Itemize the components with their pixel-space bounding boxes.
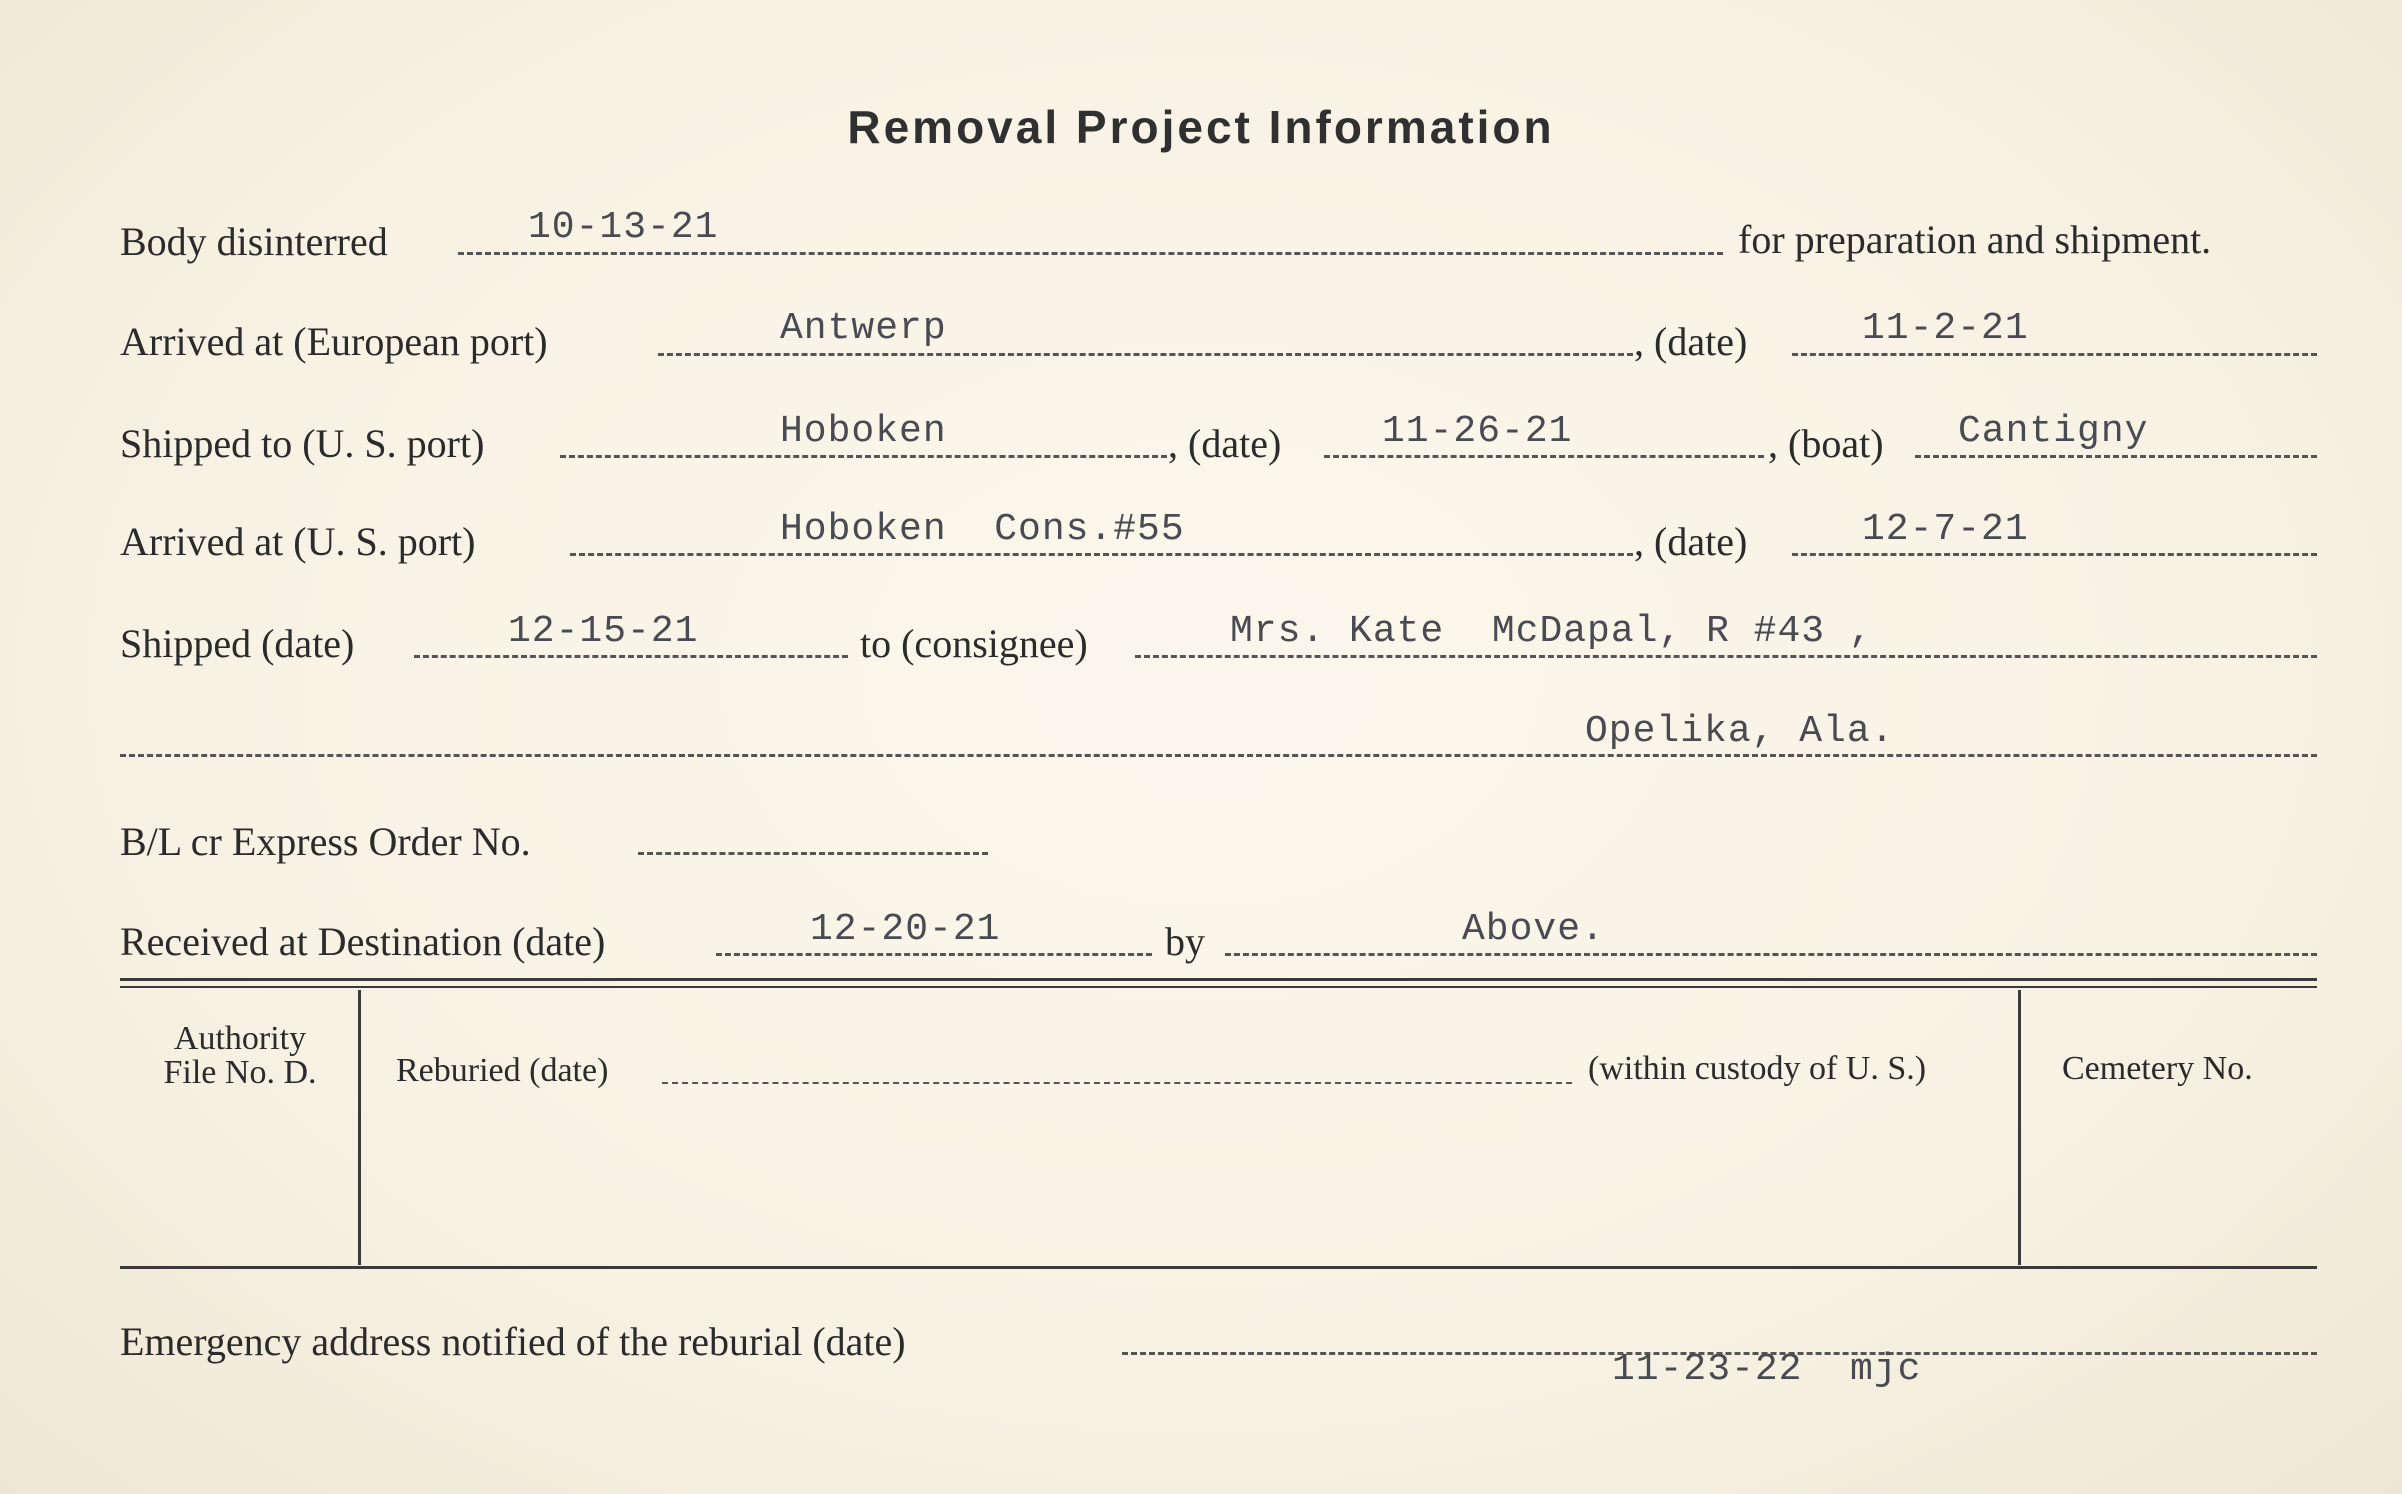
us-port-arrived-date-line (1792, 553, 2317, 556)
reburied-date-line (662, 1082, 1572, 1084)
authority-label: Authority (173, 1020, 307, 1057)
body-disinterred-line (458, 252, 1723, 255)
received-date-label: Received at Destination (date) (120, 919, 606, 964)
file-no-label: File No. D. (163, 1054, 317, 1091)
emergency-label: Emergency address notified of the reburial (date) (120, 1319, 906, 1364)
emergency-value: 11-23-22 mjc (1612, 1348, 1922, 1391)
boat-value: Cantigny (1958, 410, 2149, 453)
received-by-value: Above. (1462, 908, 1605, 951)
table-top-rule-inner (120, 986, 2317, 988)
us-port-arrived-date: 12-7-21 (1862, 508, 2029, 551)
us-port-arrived-line (570, 553, 1633, 556)
european-port-value: Antwerp (780, 307, 947, 350)
consignee-line (1135, 655, 2317, 658)
shipped-date-value: 12-15-21 (508, 610, 699, 653)
shipped-date-label: Shipped (date) (120, 621, 355, 666)
body-disinterred-value: 10-13-21 (528, 206, 719, 249)
bl-label: B/L cr Express Order No. (120, 819, 531, 864)
table-divider-right (2018, 990, 2021, 1265)
consignee-address-value: Opelika, Ala. (1585, 710, 1895, 753)
body-disinterred-suffix: for preparation and shipment. (1738, 217, 2212, 262)
boat-line (1915, 455, 2317, 458)
us-port-arrived-date-label: , (date) (1634, 519, 1748, 564)
us-port-shipped-date: 11-26-21 (1382, 410, 1573, 453)
european-port-date-line (1792, 353, 2317, 356)
card-title: Removal Project Information (847, 101, 1555, 153)
body-disinterred-label: Body disinterred (120, 219, 388, 264)
received-by-label: by (1165, 919, 1205, 964)
us-port-shipped-date-line (1324, 455, 1764, 458)
consignee-value: Mrs. Kate McDapal, R #43 , (1230, 610, 1873, 653)
us-port-shipped-label: Shipped to (U. S. port) (120, 421, 485, 466)
european-port-date-label: , (date) (1634, 319, 1748, 364)
received-by-line (1225, 953, 2317, 956)
european-port-date: 11-2-21 (1862, 307, 2029, 350)
us-port-arrived-label: Arrived at (U. S. port) (120, 519, 476, 564)
us-port-shipped-date-label: , (date) (1168, 421, 1282, 466)
consignee-label: to (consignee) (860, 621, 1088, 666)
bl-line (638, 852, 988, 855)
custody-label: (within custody of U. S.) (1588, 1050, 1927, 1087)
cemetery-no-label: Cemetery No. (2062, 1050, 2253, 1087)
received-date-line (716, 953, 1152, 956)
table-divider-left (358, 990, 361, 1265)
us-port-arrived-value: Hoboken Cons.#55 (780, 508, 1185, 551)
us-port-shipped-value: Hoboken (780, 410, 947, 453)
boat-label: , (boat) (1768, 421, 1884, 466)
reburied-date-label: Reburied (date) (396, 1052, 609, 1089)
table-top-rule (120, 978, 2317, 981)
table-bottom-rule (120, 1266, 2317, 1269)
consignee-continuation-line (120, 754, 2317, 757)
shipped-date-line (414, 655, 848, 658)
received-date-value: 12-20-21 (810, 908, 1001, 951)
european-port-label: Arrived at (European port) (120, 319, 548, 364)
european-port-line (658, 353, 1633, 356)
us-port-shipped-line (560, 455, 1167, 458)
